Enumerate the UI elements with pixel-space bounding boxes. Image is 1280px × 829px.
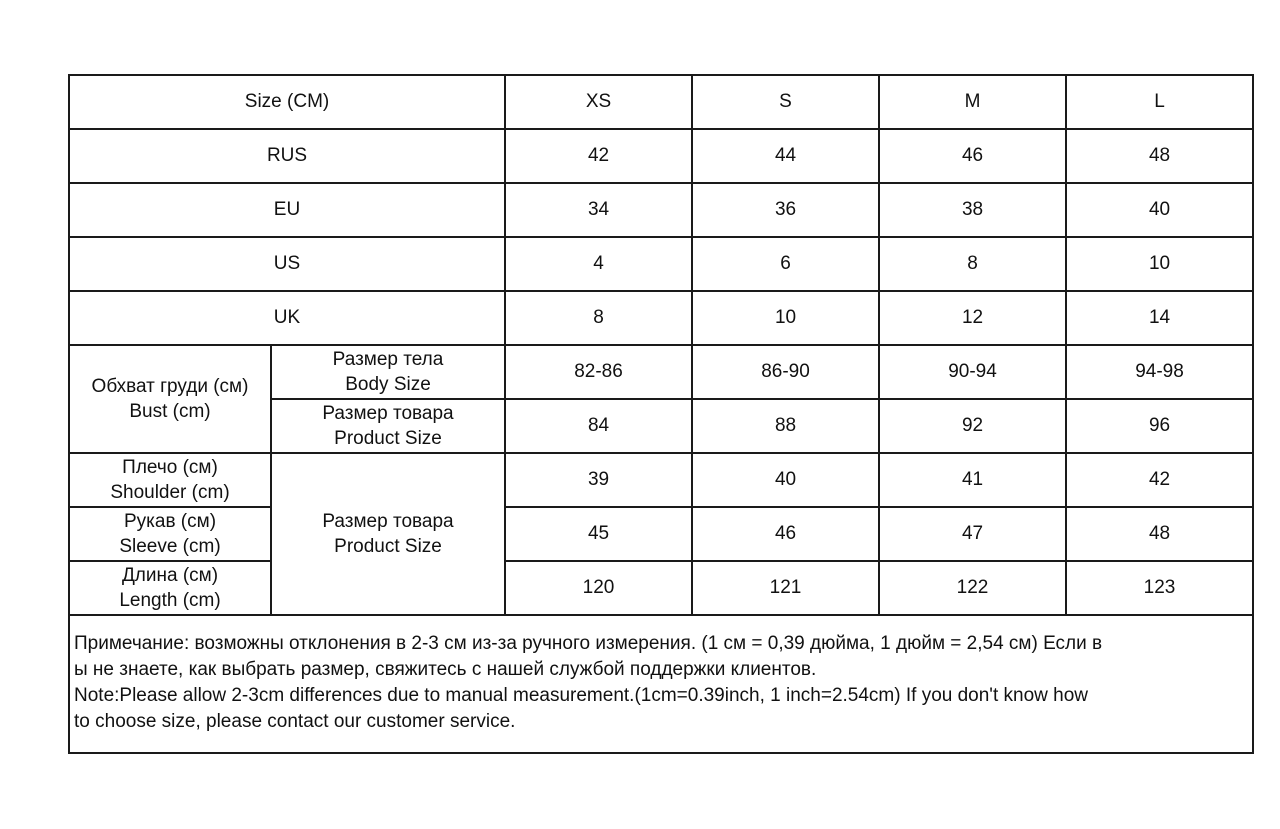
table-row-sleeve — [69, 507, 1253, 561]
table-cell: 45 — [505, 507, 692, 561]
table-cell: 38 — [879, 183, 1066, 237]
table-cell: 10 — [1066, 237, 1253, 291]
table-cell: 94-98 — [1066, 345, 1253, 399]
row-label-eu: EU — [69, 183, 505, 237]
table-cell: 8 — [879, 237, 1066, 291]
size-header-l: L — [1066, 75, 1253, 129]
table-cell: 46 — [692, 507, 879, 561]
sleeve-label-cell — [69, 507, 271, 561]
table-row-rus — [69, 129, 1253, 183]
sleeve-label-ru: Рукав (см) — [123, 511, 217, 532]
bust-label-cell — [69, 345, 271, 453]
table-cell: 4 — [505, 237, 692, 291]
product-size-label-ru: Размер товара — [322, 511, 454, 532]
shoulder-label-cell — [69, 453, 271, 507]
table-cell: 41 — [879, 453, 1066, 507]
length-label-ru: Длина (см) — [121, 565, 219, 586]
table-cell: 44 — [692, 129, 879, 183]
body-size-label-cell — [271, 345, 505, 399]
length-label-en: Length (cm) — [119, 590, 221, 611]
table-cell: 90-94 — [879, 345, 1066, 399]
table-cell: 121 — [692, 561, 879, 615]
table-cell: 47 — [879, 507, 1066, 561]
body-size-label-ru: Размер тела — [332, 349, 444, 370]
note-row — [69, 615, 1253, 753]
note-en-line-2: to choose size, please contact our customer service. — [74, 711, 516, 732]
table-cell: 120 — [505, 561, 692, 615]
table-cell: 96 — [1066, 399, 1253, 453]
table-cell: 84 — [505, 399, 692, 453]
table-cell: 92 — [879, 399, 1066, 453]
table-cell: 42 — [1066, 453, 1253, 507]
table-cell: 86-90 — [692, 345, 879, 399]
table-row-bust-body — [69, 345, 1253, 399]
table-cell: 10 — [692, 291, 879, 345]
table-row-shoulder — [69, 453, 1253, 507]
row-label-rus: RUS — [69, 129, 505, 183]
table-row-eu — [69, 183, 1253, 237]
table-row-us — [69, 237, 1253, 291]
table-cell: 40 — [692, 453, 879, 507]
size-chart-table — [68, 74, 1254, 754]
table-row-length — [69, 561, 1253, 615]
table-cell: 12 — [879, 291, 1066, 345]
note-cell — [69, 615, 1253, 753]
bust-label-en: Bust (cm) — [129, 401, 211, 422]
product-size-merged-cell — [271, 453, 505, 615]
product-size-label-en: Product Size — [334, 428, 442, 449]
product-size-label-ru: Размер товара — [322, 403, 454, 424]
table-cell: 48 — [1066, 129, 1253, 183]
table-cell: 39 — [505, 453, 692, 507]
bust-product-size-label-cell — [271, 399, 505, 453]
note-ru-line-2: ы не знаете, как выбрать размер, свяжитесь с нашей службой поддержки клиентов. — [74, 659, 817, 680]
table-cell: 34 — [505, 183, 692, 237]
table-row-uk — [69, 291, 1253, 345]
table-cell: 46 — [879, 129, 1066, 183]
table-cell: 14 — [1066, 291, 1253, 345]
table-cell: 42 — [505, 129, 692, 183]
table-cell: 40 — [1066, 183, 1253, 237]
table-cell: 82-86 — [505, 345, 692, 399]
table-cell: 122 — [879, 561, 1066, 615]
header-row — [69, 75, 1253, 129]
table-cell: 88 — [692, 399, 879, 453]
table-cell: 36 — [692, 183, 879, 237]
sleeve-label-en: Sleeve (cm) — [119, 536, 221, 557]
size-header-xs: XS — [505, 75, 692, 129]
body-size-label-en: Body Size — [345, 374, 431, 395]
row-label-us: US — [69, 237, 505, 291]
size-header-m: M — [879, 75, 1066, 129]
table-cell: 6 — [692, 237, 879, 291]
table-cell: 123 — [1066, 561, 1253, 615]
bust-label-ru: Обхват груди (см) — [91, 376, 249, 397]
size-header-s: S — [692, 75, 879, 129]
note-ru-line-1: Примечание: возможны отклонения в 2-3 см из-за ручного измерения. (1 см = 0,39 дюйма, 1 дюйм = 2,54 см) Если в — [74, 633, 1103, 654]
product-size-label-en: Product Size — [334, 536, 442, 557]
size-label-cell: Size (CM) — [69, 75, 505, 129]
table-cell: 48 — [1066, 507, 1253, 561]
length-label-cell — [69, 561, 271, 615]
table-cell: 8 — [505, 291, 692, 345]
row-label-uk: UK — [69, 291, 505, 345]
shoulder-label-en: Shoulder (cm) — [110, 482, 230, 503]
shoulder-label-ru: Плечо (см) — [122, 457, 218, 478]
note-en-line-1: Note:Please allow 2-3cm differences due to manual measurement.(1cm=0.39inch, 1 inch=2.54cm) If you don't know how — [74, 685, 1088, 706]
